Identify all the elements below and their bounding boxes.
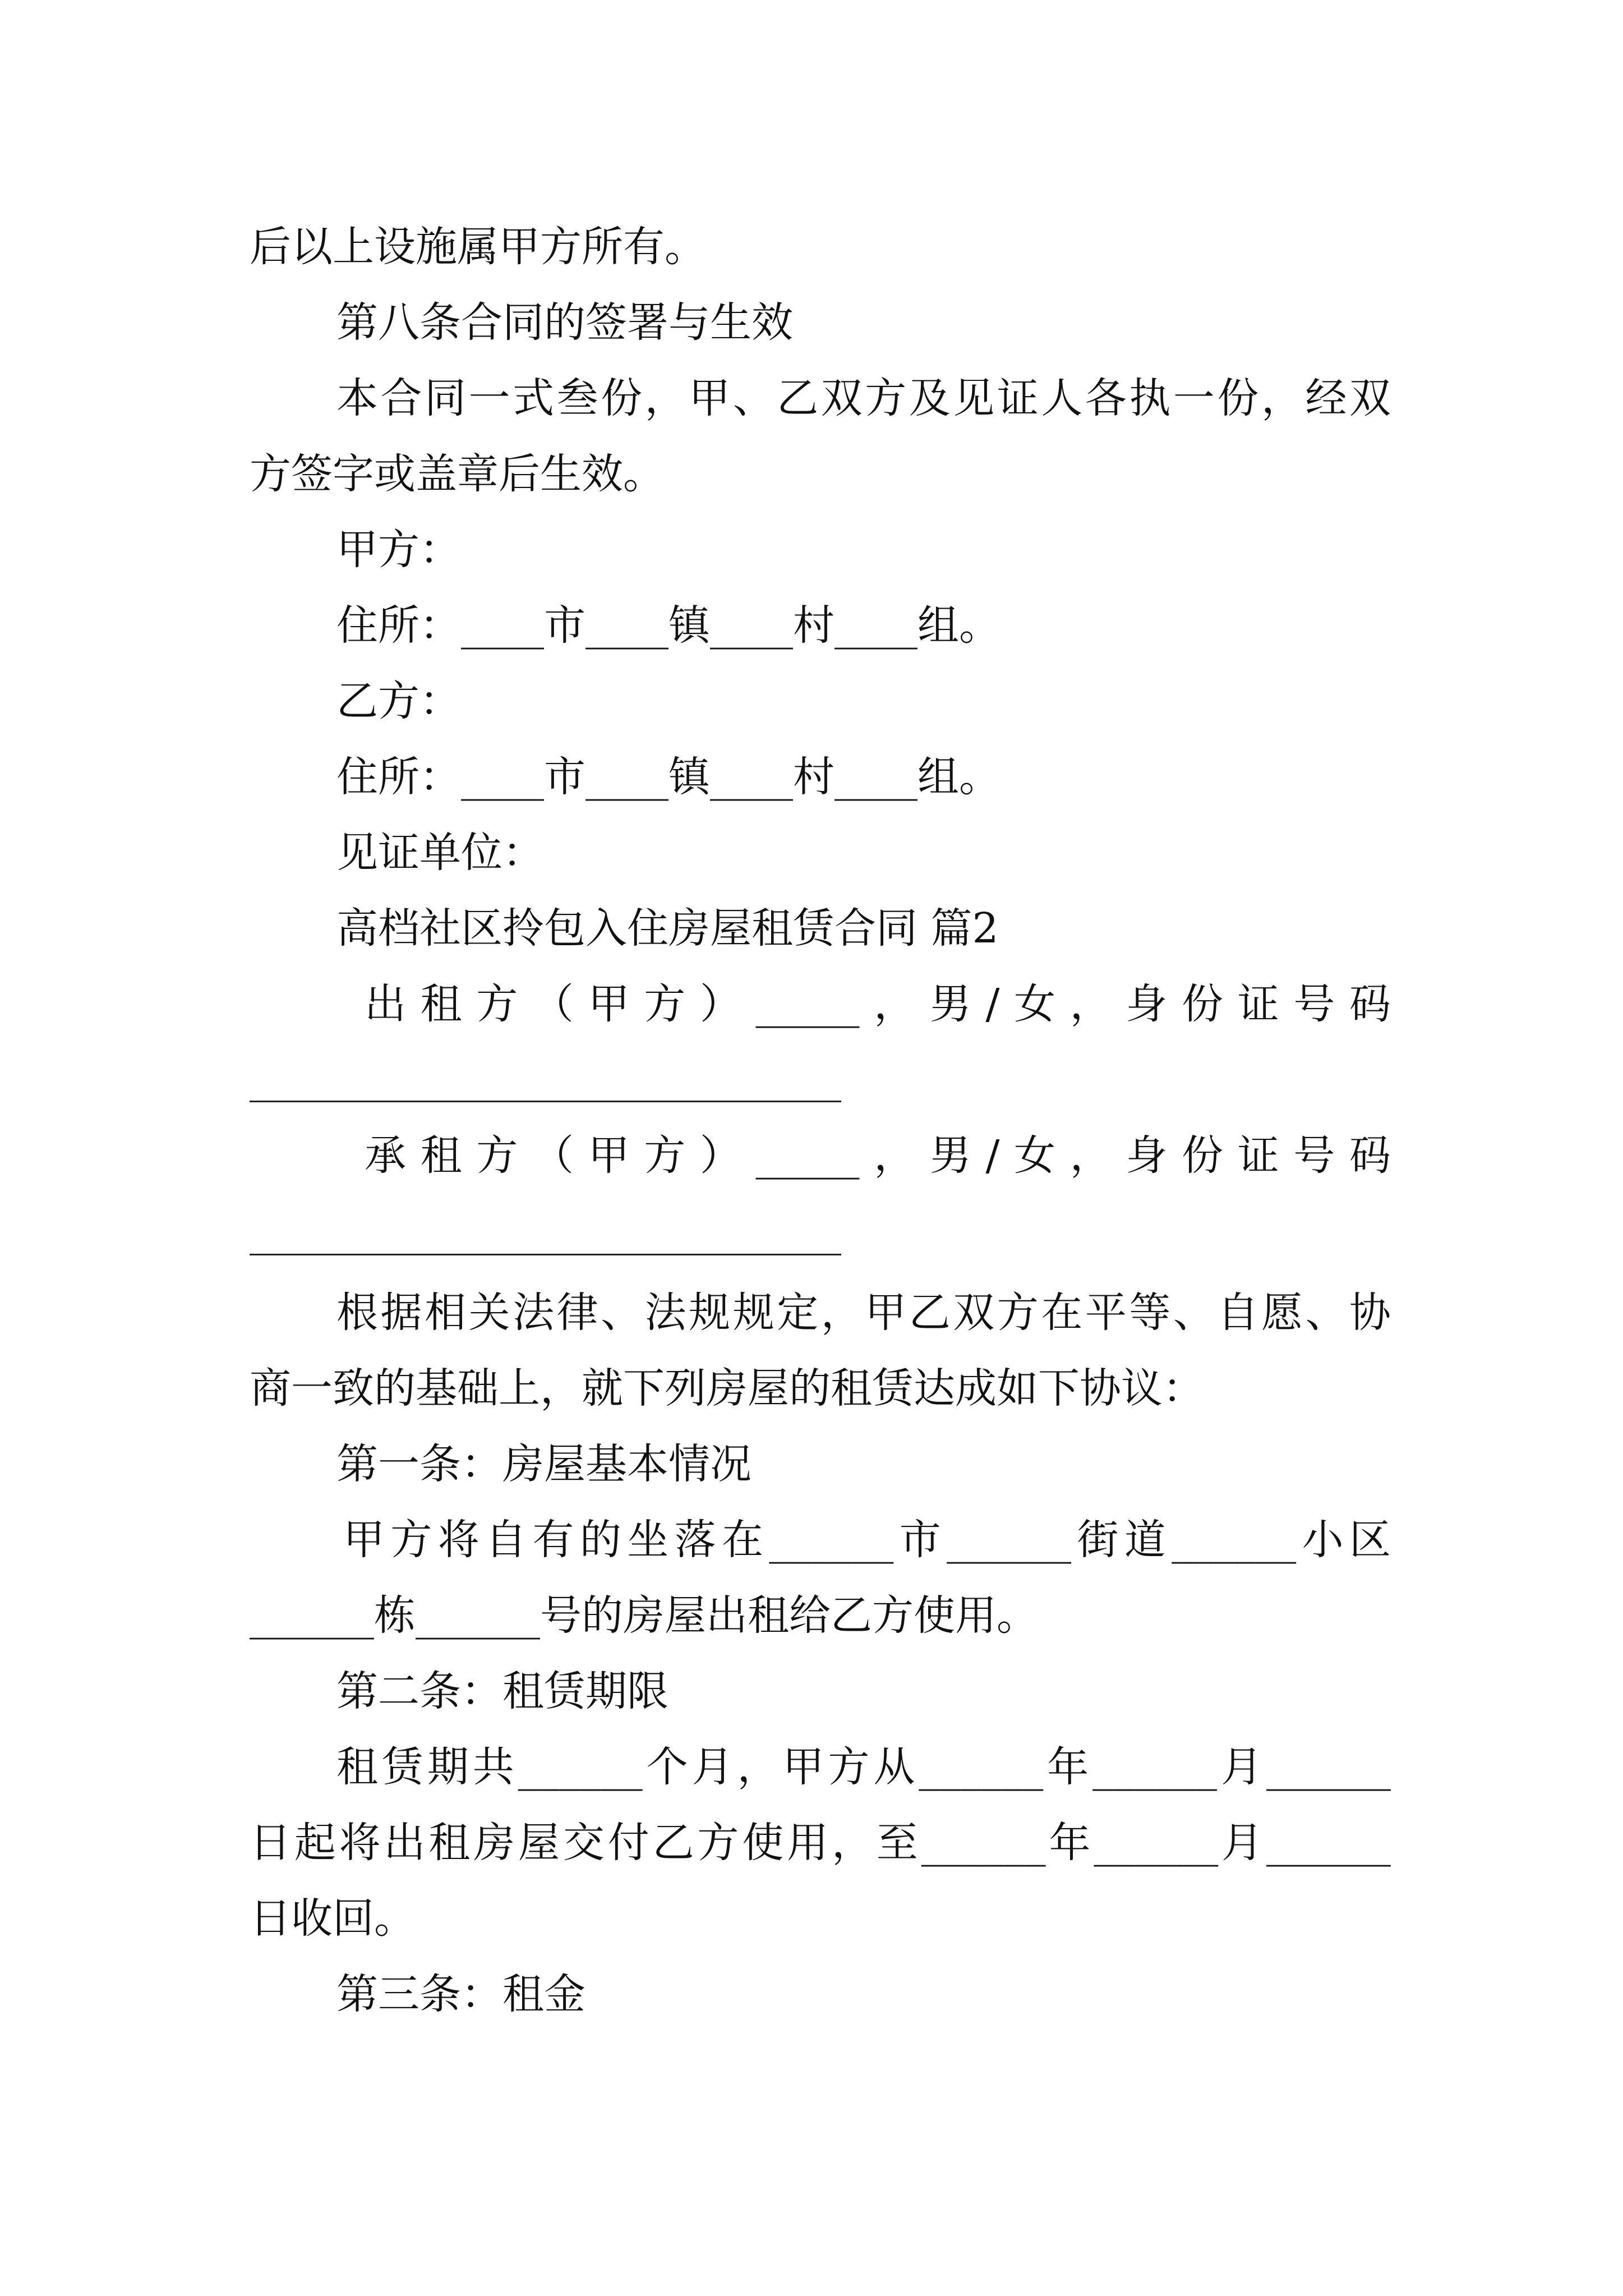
party-b-label: 乙方： [336, 677, 461, 725]
lessor-line: 出租方（甲方）_____，男/女，身份证号码 [365, 980, 1391, 1028]
paragraph-line: 商一致的基础上，就下列房屋的租赁达成如下协议： [250, 1364, 1204, 1412]
article-1-heading: 第一条：房屋基本情况 [336, 1440, 751, 1488]
paragraph-line: 后以上设施属甲方所有。 [250, 223, 706, 271]
article-3-heading: 第三条：租金 [336, 1970, 585, 2018]
article-2-heading: 第二条：租赁期限 [336, 1667, 668, 1715]
lessee-line: 承租方（甲方）_____，男/女，身份证号码 [365, 1131, 1391, 1180]
witness-label: 见证单位： [336, 829, 544, 877]
id-number-blank [250, 1101, 841, 1102]
paragraph-line: 甲方将自有的坐落在______市______街道______小区 [343, 1516, 1391, 1564]
id-number-blank [250, 1254, 841, 1255]
paragraph-line: 根据相关法律、法规规定，甲乙双方在平等、自愿、协 [336, 1289, 1391, 1337]
paragraph-line: 本合同一式叁份，甲、乙双方及见证人各执一份，经双 [336, 374, 1391, 422]
paragraph-line: 日收回。 [250, 1894, 416, 1943]
party-a-address: 住所：____市____镇____村____组。 [336, 601, 1000, 650]
paragraph-line: 租赁期共______个月，甲方从______年______月______ [336, 1743, 1391, 1791]
paragraph-line: ______栋______号的房屋出租给乙方使用。 [250, 1591, 1038, 1640]
party-a-label: 甲方： [336, 526, 461, 574]
paragraph-line: 方签字或盖章后生效。 [250, 450, 665, 498]
paragraph-line: 日起将出租房屋交付乙方使用，至______年______月______ [250, 1819, 1391, 1867]
party-b-address: 住所：____市____镇____村____组。 [336, 753, 1000, 801]
section-title: 高档社区拎包入住房屋租赁合同 篇2 [336, 904, 999, 953]
article-8-heading: 第八条合同的签署与生效 [336, 298, 793, 347]
